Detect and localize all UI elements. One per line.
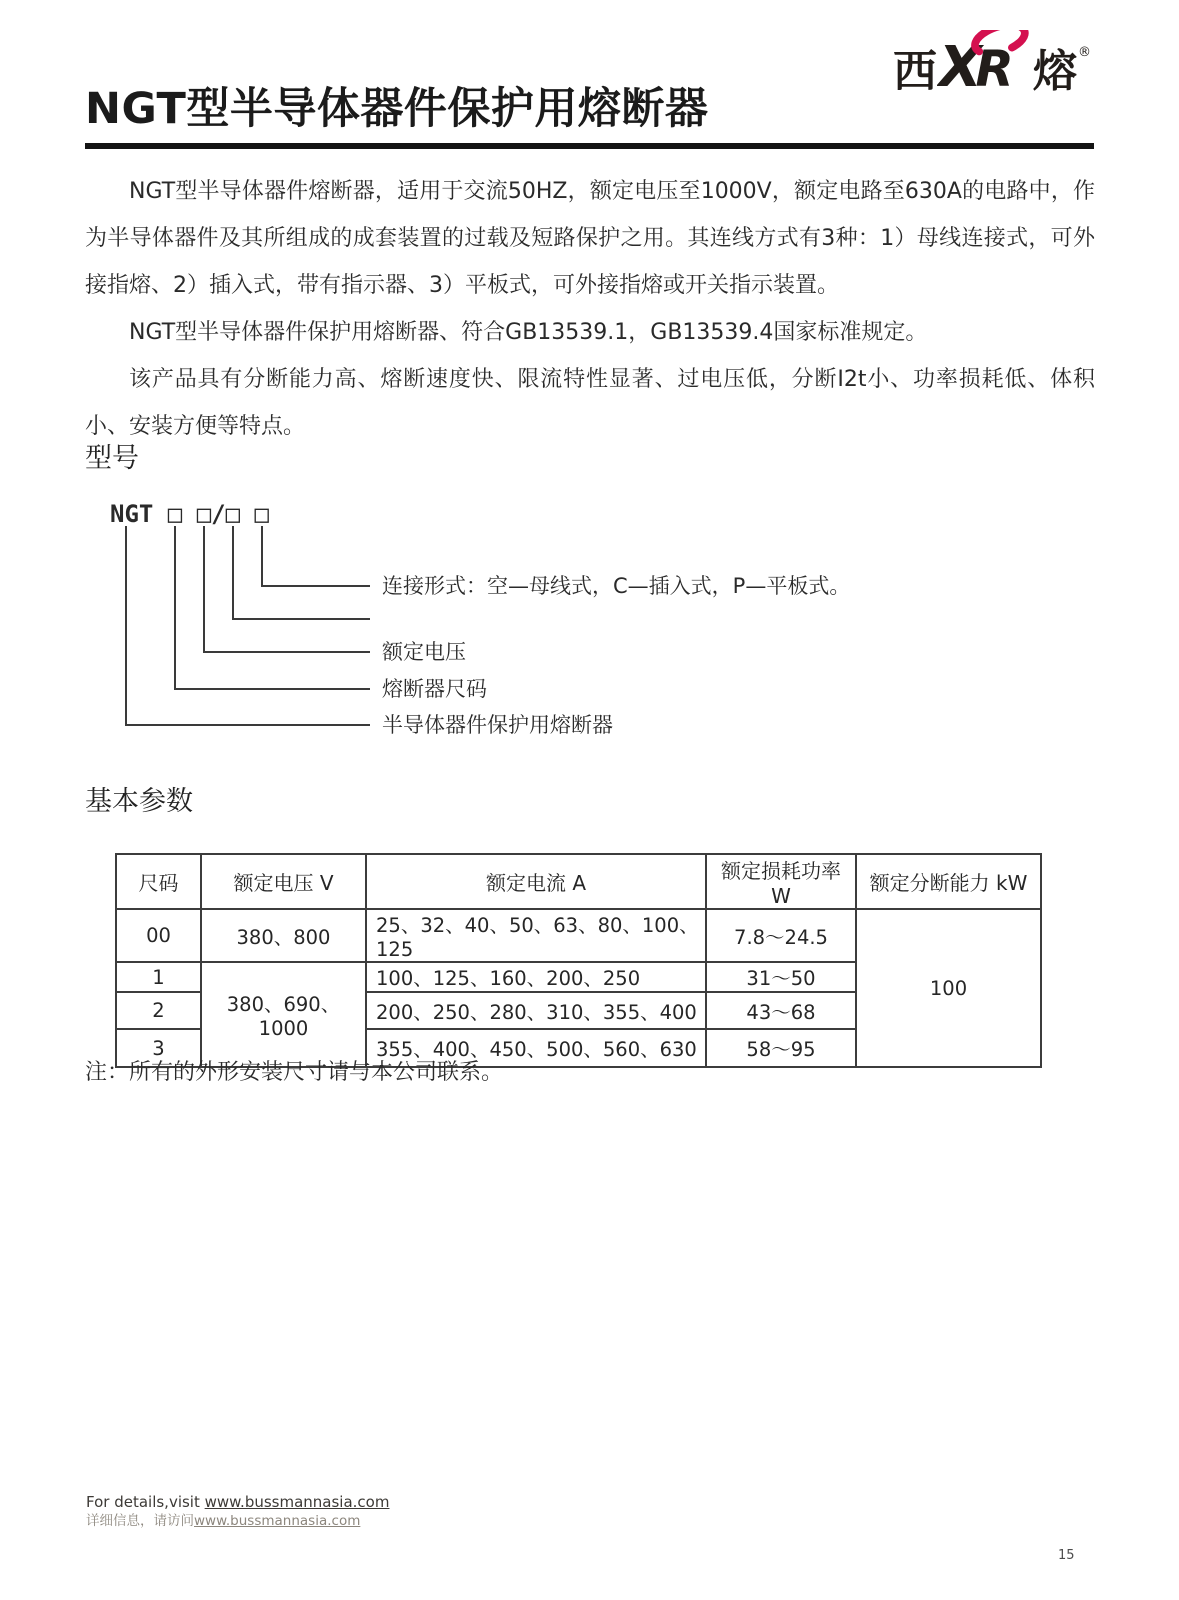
model-number-diagram (85, 492, 1085, 742)
footer-line-en (86, 1492, 389, 1512)
header-power-loss: 额定损耗功率 W (706, 854, 856, 909)
footer-zh-text: 详细信息，请访问 (86, 1513, 194, 1529)
footer-en-text: For details,visit (86, 1493, 205, 1511)
cell-current: 100、125、160、200、250 (366, 962, 706, 992)
header-rated-current: 额定电流 A (366, 854, 706, 909)
intro-paragraphs (85, 168, 1095, 450)
cell-breaking-capacity: 100 (856, 909, 1041, 1067)
params-section-heading: 基本参数 (85, 786, 193, 817)
label-rated-voltage: 额定电压 (382, 640, 466, 664)
intro-paragraph-3: 该产品具有分断能力高、熔断速度快、限流特性显著、过电压低，分断I2t小、功率损耗低、体积小、安装方便等特点。 (85, 367, 1095, 439)
footer-line-zh (86, 1512, 389, 1530)
label-product-name: 半导体器件保护用熔断器 (382, 713, 613, 737)
registered-trademark-icon: ® (1078, 45, 1091, 60)
cell-size: 00 (116, 909, 201, 962)
page-title: NGT型半导体器件保护用熔断器 (85, 84, 709, 134)
cell-current: 25、32、40、50、63、80、100、125 (366, 909, 706, 962)
header-size: 尺码 (116, 854, 201, 909)
page-footer (86, 1492, 389, 1530)
label-fuse-size: 熔断器尺码 (382, 677, 487, 701)
model-code: NGT □ □/□ □ (110, 500, 269, 528)
svg-text:R: R (975, 40, 1014, 94)
table-note: 注：所有的外形安装尺寸请与本公司联系。 (85, 1060, 504, 1085)
cell-size: 1 (116, 962, 201, 992)
title-block (85, 86, 1094, 149)
model-section-heading: 型号 (85, 443, 139, 474)
cell-power: 7.8～24.5 (706, 909, 856, 962)
cell-current: 200、250、280、310、355、400 (366, 992, 706, 1029)
header-rated-voltage: 额定电压 V (201, 854, 366, 909)
cell-power: 31～50 (706, 962, 856, 992)
intro-paragraph-1: NGT型半导体器件熔断器，适用于交流50HZ，额定电压至1000V，额定电路至630A的电路中，作为半导体器件及其所组成的成套装置的过载及短路保护之用。其连线方式有3种：1）母线连接式，可外接指熔、2）插入式，带有指示器、3）平板式，可外接指熔或开关指示装置。 (85, 179, 1095, 298)
footer-en-url-link[interactable]: www.bussmannasia.com (204, 1493, 390, 1511)
brand-logo (893, 30, 1093, 97)
table-row (116, 909, 1041, 962)
header-breaking-capacity: 额定分断能力 kW (856, 854, 1041, 909)
basic-parameters-table (115, 853, 1042, 1068)
cell-power: 43～68 (706, 992, 856, 1029)
logo-suffix-char: 熔 (1033, 46, 1077, 97)
page-number: 15 (1058, 1548, 1075, 1563)
footer-zh-url-link[interactable]: www.bussmannasia.com (194, 1513, 361, 1529)
cell-size: 3 (116, 1029, 201, 1067)
label-connection-type: 连接形式：空—母线式，C—插入式，P—平板式。 (382, 574, 851, 598)
svg-text:X: X (938, 35, 982, 94)
cell-current: 355、400、450、500、560、630 (366, 1029, 706, 1067)
cell-power: 58～95 (706, 1029, 856, 1067)
xr-monogram-icon (937, 30, 1033, 94)
intro-paragraph-2: NGT型半导体器件保护用熔断器、符合GB13539.1，GB13539.4国家标准规定。 (129, 320, 928, 345)
logo-prefix-char: 西 (893, 46, 937, 97)
model-leader-lines-icon (85, 492, 1085, 742)
cell-voltage: 380、690、1000 (201, 962, 366, 1067)
cell-voltage: 380、800 (201, 909, 366, 962)
cell-size: 2 (116, 992, 201, 1029)
table-header-row (116, 854, 1041, 909)
